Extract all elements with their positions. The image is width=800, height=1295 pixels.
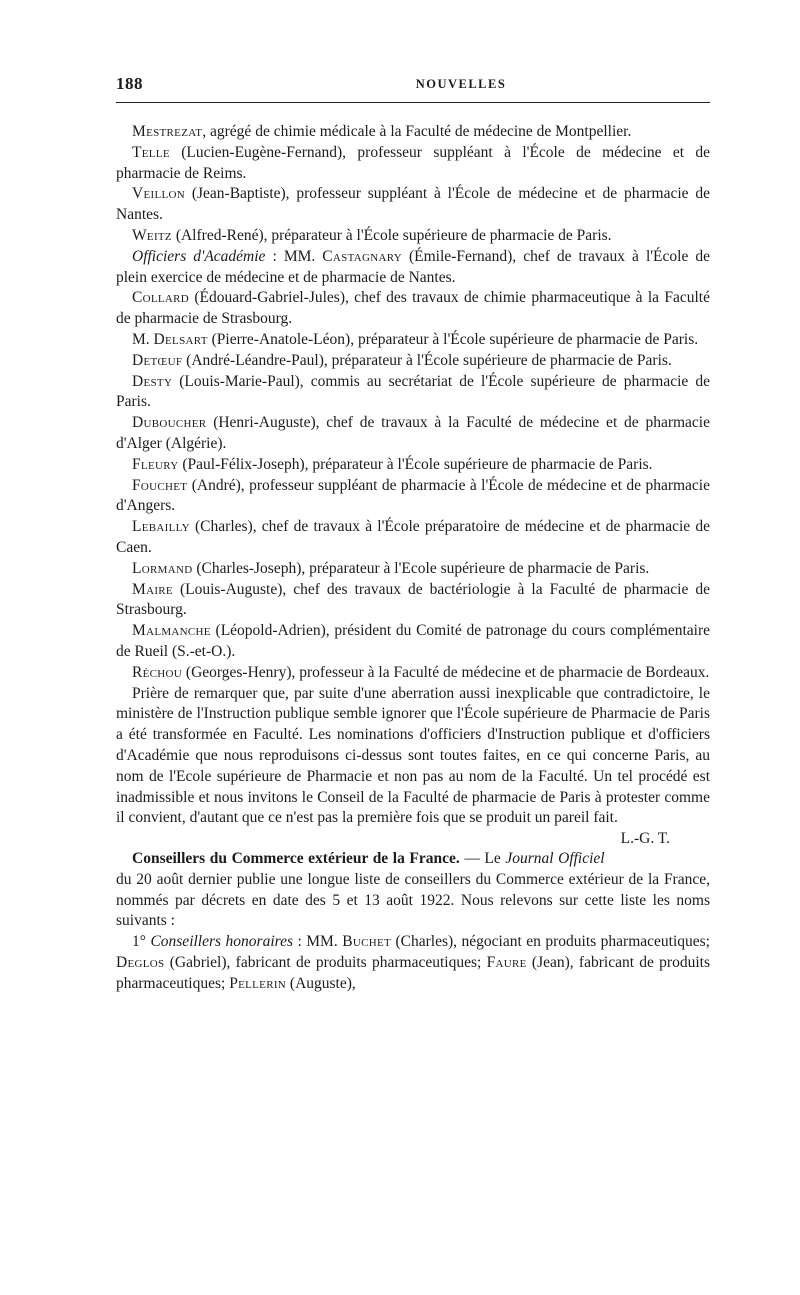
section-text: du 20 août dernier publie une longue liste de conseillers du Commerce extérieur de la France, nommés par décrets en date des 5 et 13 août 1922. Nous relevons sur cette liste les noms suivants : [116,870,710,930]
entry-paragraph [116,351,710,372]
entry-paragraph [116,455,710,476]
entry-text: (Jean-Baptiste), professeur suppléant à l'École de médecine et de pharmacie de Nantes. [116,185,710,224]
journal-name: Journal Officiel [505,850,605,868]
person-name: Veillon [132,185,186,203]
section-dash: — Le [459,850,506,868]
officiers-paragraph [116,247,710,289]
entry-text: , agrégé de chimie médicale à la Faculté de médecine de Montpellier. [202,123,632,140]
entry-text: (Charles-Joseph), préparateur à l'Ecole supérieure de pharmacie de Paris. [192,559,650,577]
person-name: Fleury [132,455,179,473]
entry-text: (Louis-Marie-Paul), commis au secrétariat de l'École supérieure de pharmacie de Paris. [116,372,710,411]
person-name: Buchet [342,933,392,951]
signature: L.-G. T. [620,830,670,848]
entry-text: (Alfred-René), préparateur à l'École supérieure de pharmacie de Paris. [171,226,612,244]
person-name: Lebailly [132,518,190,536]
page-header [116,74,716,98]
conseillers-list [116,932,710,994]
person-name: Telle [132,143,170,161]
person-name: Maire [132,580,173,598]
officiers-heading: Officiers d'Académie [132,247,266,265]
person-name: Lormand [132,559,193,577]
entry-paragraph [116,184,710,226]
entry-paragraph [116,413,710,455]
entry-text: (Édouard-Gabriel-Jules), chef des travaux de chimie pharmaceutique à la Faculté de pharmacie de Strasbourg. [116,289,710,328]
person-name: Réchou [132,663,183,681]
entry-paragraph [116,372,710,414]
entry-text: (Charles), négociant en produits pharmaceutiques; [391,933,710,951]
body-text [116,122,710,995]
person-name: Desty [132,372,173,390]
entry-text: (André), professeur suppléant de pharmacie à l'École de médecine et de pharmacie d'Angers. [116,476,710,515]
officiers-prefix: : MM. [265,247,323,265]
entry-text: (Jean), fabricant de produits pharmaceutiques; [116,954,710,992]
person-name: Collard [132,289,190,307]
entry-text: (Georges-Henry), professeur à la Faculté de médecine et de pharmacie de Bordeaux. [182,663,710,681]
entry-text: (Gabriel), fabricant de produits pharmaceutiques; [164,954,487,972]
person-name: Mestrezat [132,123,203,140]
entry-text: (Lucien-Eugène-Fernand), professeur suppléant à l'École de médecine et de pharmacie de Reims. [116,143,710,182]
item-prefix: : MM. [293,933,343,951]
entry-text: (Louis-Auguste), chef des travaux de bactériologie à la Faculté de pharmacie de Strasbourg. [116,580,710,619]
entry-text: (Auguste), [286,974,356,992]
person-name: Deglos [116,954,165,972]
person-name: Pellerin [229,974,287,992]
page-number: 188 [116,74,143,93]
entry-text: (Charles), chef de travaux à l'École préparatoire de médecine et de pharmacie de Caen. [116,518,710,556]
entry-prefix: M. [132,330,154,348]
entry-paragraph [116,122,710,143]
entry-text: (Léopold-Adrien), président du Comité de patronage du cours complémentaire de Rueil (S.-et-O.). [116,622,710,660]
entry-paragraph [116,580,710,622]
entry-text: (Henri-Auguste), chef de travaux à la Faculté de médecine et de pharmacie d'Alger (Algérie). [116,414,710,452]
conseillers-paragraph [116,849,710,932]
entry-text: (André-Léandre-Paul), préparateur à l'École supérieure de pharmacie de Paris. [182,351,672,369]
header-rule [116,102,710,103]
person-name: Fouchet [132,476,188,494]
person-name: Detœuf [132,351,183,369]
person-name: Faure [486,954,527,972]
entry-paragraph [116,330,710,351]
entry-text: (Paul-Félix-Joseph), préparateur à l'École supérieure de pharmacie de Paris. [178,455,653,473]
person-name: Delsart [153,330,208,348]
section-title: Conseillers du Commerce extérieur de la France. [132,850,460,868]
entry-paragraph [116,476,710,518]
running-title: NOUVELLES [415,77,507,91]
remark-paragraph [116,684,710,848]
entry-text: (Pierre-Anatole-Léon), préparateur à l'École supérieure de pharmacie de Paris. [207,330,699,348]
entry-paragraph [116,517,710,559]
person-name: Malmanche [132,622,211,640]
person-name: Castagnary [322,247,402,265]
item-label: Conseillers honoraires [150,933,293,951]
entry-paragraph [116,143,710,185]
entry-paragraph [116,663,710,684]
person-name: Weitz [132,226,172,244]
entry-paragraph [116,621,710,663]
item-intro: 1° [132,933,151,951]
remark-text: Prière de remarquer que, par suite d'une aberration aussi inexplicable que contradictoire, le ministère de l'Instruction publique semble ignorer que l'École supérieure de Pharmacie de Paris a été transformée en Faculté. Les nominations d'officiers d'Instruction publique et d'officiers d'Académie que nous reproduisons ci-dessus sont toutes faites, en ce qui concerne Paris, au nom de l'Ecole supérieure de Pharmacie et non pas au nom de la Faculté. Un tel procédé est inadmissible et nous invitons le Conseil de la Faculté de pharmacie de Paris à protester comme il convient, d'autant que ce n'est pas la première fois que se produit un pareil fait. [116,684,710,827]
entry-paragraph [116,559,710,580]
person-name: Duboucher [132,414,207,432]
entry-paragraph [116,288,710,330]
entry-paragraph [116,226,710,247]
entry-text: (Émile-Fernand), chef de travaux à l'École de plein exercice de médecine et de pharmacie de Nantes. [116,247,710,286]
